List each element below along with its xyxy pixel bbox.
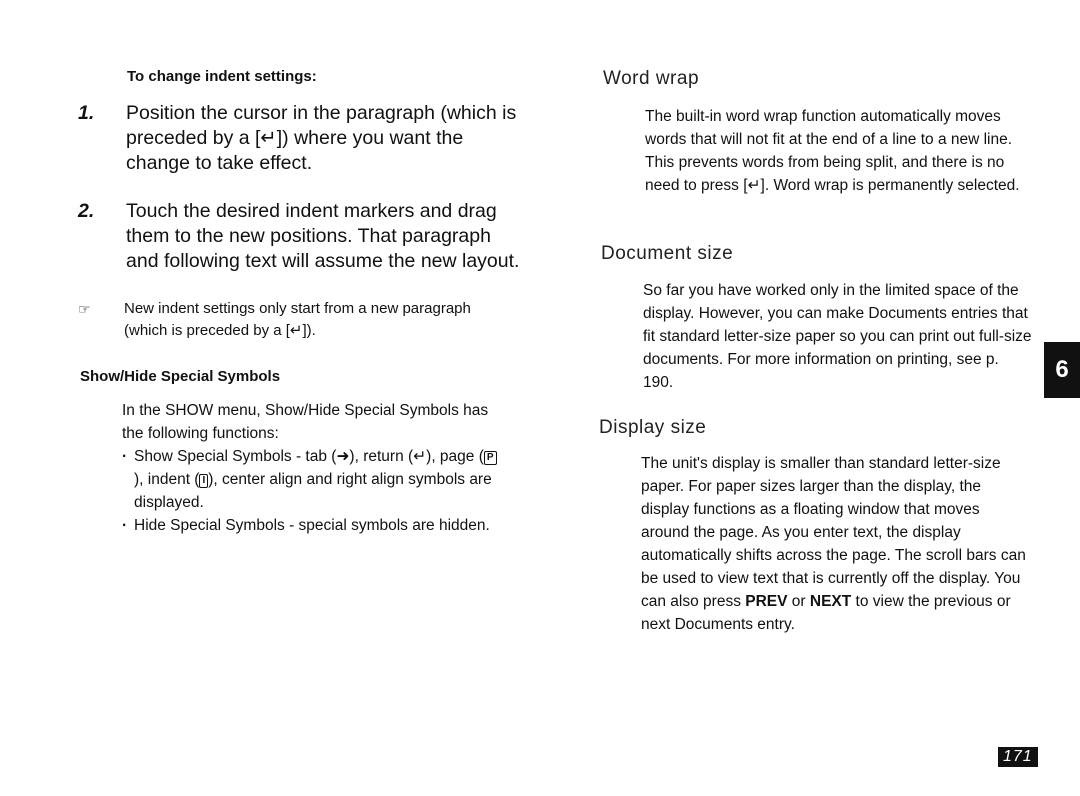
page-number: 171 [998,747,1038,767]
chapter-tab: 6 [1044,342,1080,398]
step-1 [78,101,526,176]
prev-key: PREV [745,593,788,610]
next-key: NEXT [809,593,852,610]
step-text: Position the cursor in the paragraph (which is preceded by a [↵]) where you want the change to take effect. [126,102,517,174]
step-number: 2. [78,200,95,222]
indent-note [78,298,498,342]
note-text: New indent settings only start from a new paragraph (which is preceded by a [↵]). [124,300,471,339]
word-wrap-title: Word wrap [603,68,700,89]
step-text: Touch the desired indent markers and drag them to the new positions. That paragraph and following text will assume the new layout. [126,200,520,272]
step-number: 1. [78,102,95,124]
show-hide-heading: Show/Hide Special Symbols [80,368,281,385]
show-hide-bullets [122,445,502,537]
show-hide-intro: In the SHOW menu, Show/Hide Special Symbols has the following functions: [122,402,489,442]
step-2 [78,199,526,274]
indent-symbol-icon: I [199,474,208,488]
show-hide-section [122,399,502,537]
indent-settings-heading: To change indent settings: [127,68,317,85]
pointing-hand-icon: ☞ [78,301,91,317]
document-size-body: So far you have worked only in the limited space of the display. However, you can make Documents entries that fit standard letter-size paper so you can print out full-size documents. For more information on printing, see p. 190. [643,282,1032,391]
list-item: · Show Special Symbols - tab (➜), return (↵), page ( P), indent ( I ), center align and right align symbols are displayed. [122,445,502,514]
display-size-body: The unit's display is smaller than standard letter-size paper. For paper sizes larger than the display, the display functions as a floating window that moves around the page. As you enter text, the display automatically shifts across the page. The scroll bars can be used to view text that is currently off the display. You can also press PREV or NEXT to view the previous or next Documents entry. [641,455,1026,633]
list-item: · Hide Special Symbols - special symbols are hidden. [122,514,502,537]
document-size-title: Document size [601,243,734,264]
page-symbol-icon: P [484,451,497,465]
word-wrap-body: The built-in word wrap function automatically moves words that will not fit at the end of a line to a new line. This prevents words from being split, and there is no need to press [↵]. Word wrap is permanently selected. [645,108,1020,194]
display-size-title: Display size [599,417,707,438]
